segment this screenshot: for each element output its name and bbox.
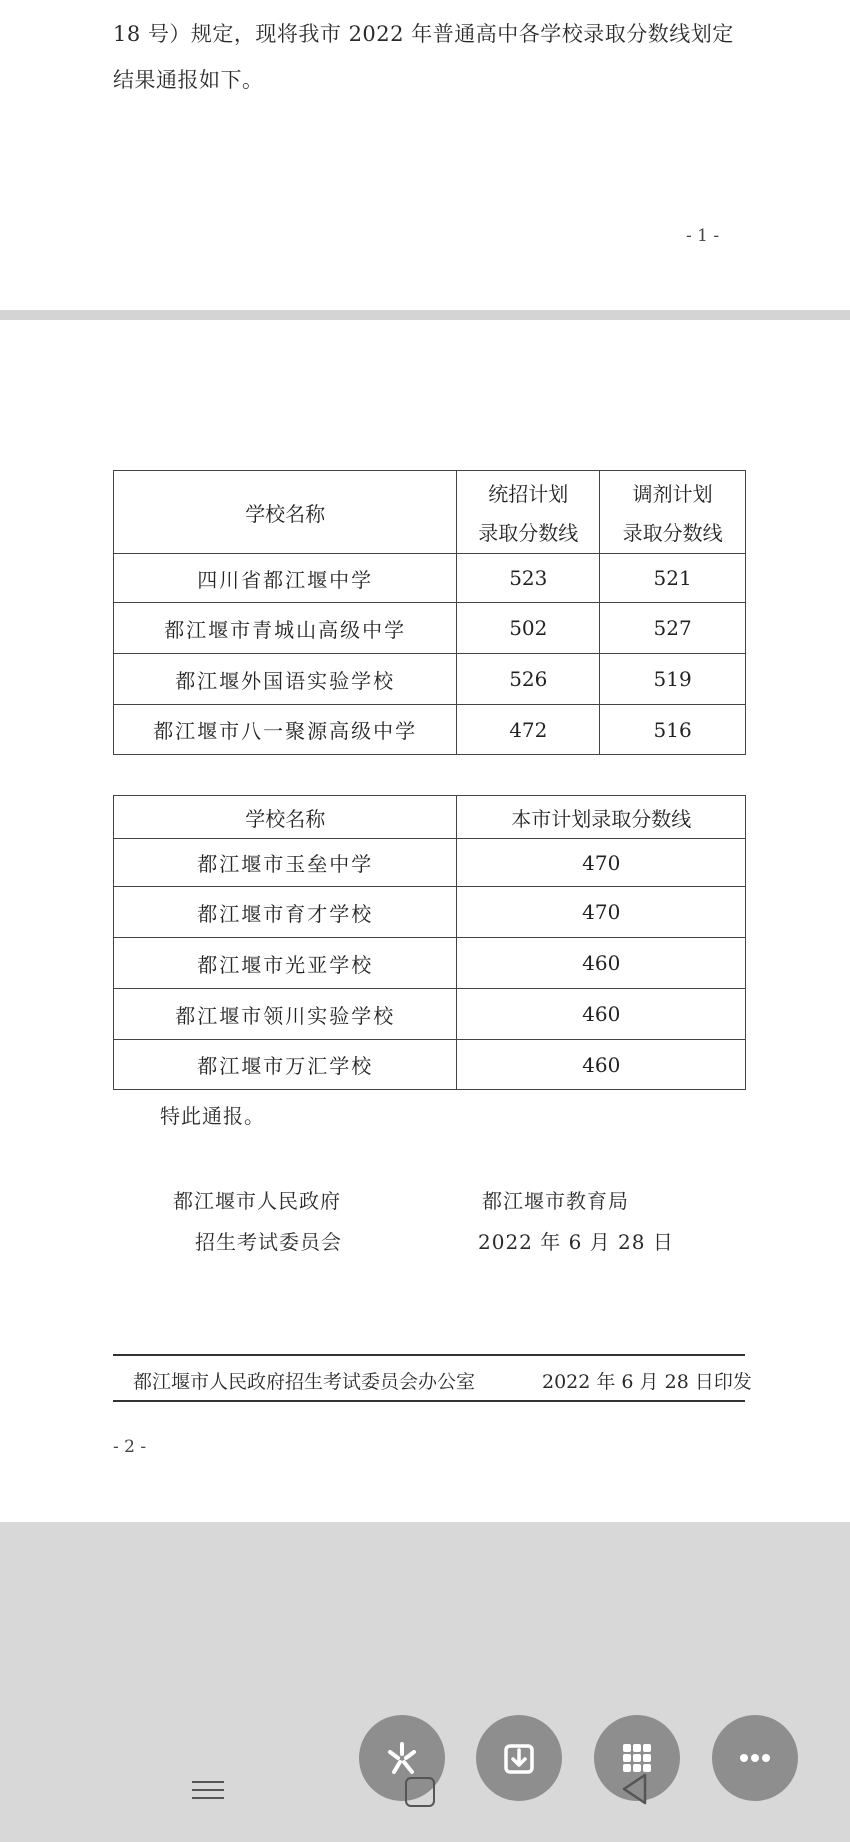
plan-a-score: 526 [457,654,600,705]
school-name: 都江堰市玉垒中学 [114,839,457,887]
plan-b-score: 519 [600,654,746,705]
clip-icon [382,1738,422,1778]
plan-b-score: 521 [600,554,746,603]
plan-a-score: 523 [457,554,600,603]
footer-issue-date: 2022 年 6 月 28 日印发 [542,1371,752,1393]
local-plan-score: 460 [457,989,746,1040]
home-icon[interactable] [405,1777,435,1807]
score-table-2 [113,795,746,1090]
table-row [114,938,746,989]
school-name: 都江堰市青城山高级中学 [114,603,457,654]
score-table-1 [113,470,746,755]
signature-right-line1: 都江堰市教育局 [482,1189,629,1213]
plan-a-score: 502 [457,603,600,654]
table-header-row [114,471,746,554]
local-plan-score: 470 [457,839,746,887]
local-plan-score: 460 [457,1040,746,1090]
school-name: 都江堰市光亚学校 [114,938,457,989]
signature-date: 2022 年 6 月 28 日 [478,1230,674,1254]
back-icon[interactable] [620,1772,648,1810]
page-separator [0,310,850,320]
table-row [114,654,746,705]
paragraph-line: 结果通报如下。 [113,68,264,92]
table-row [114,887,746,938]
download-icon [499,1738,539,1778]
page-number: - 1 - [686,226,720,246]
school-name: 都江堰外国语实验学校 [114,654,457,705]
table-row [114,839,746,887]
footer-rule-top [113,1354,745,1356]
header-plan-b-line2: 录取分数线 [622,521,723,545]
more-button[interactable] [712,1715,798,1801]
school-name: 都江堰市育才学校 [114,887,457,938]
school-name: 都江堰市万汇学校 [114,1040,457,1090]
page-number: - 2 - [113,1437,147,1457]
signature-left-line2: 招生考试委员会 [195,1230,342,1254]
table-row [114,603,746,654]
header-plan-b [600,471,746,554]
header-plan-a-line2: 录取分数线 [478,521,579,545]
footer-issuer: 都江堰市人民政府招生考试委员会办公室 [133,1371,476,1393]
school-name: 四川省都江堰中学 [114,554,457,603]
table-row [114,705,746,755]
document-page-1 [0,0,850,310]
header-local-plan: 本市计划录取分数线 [457,796,746,839]
table-row [114,989,746,1040]
table-header-row [114,796,746,839]
school-name: 都江堰市八一聚源高级中学 [114,705,457,755]
paragraph-line: 18 号）规定，现将我市 2022 年普通高中各学校录取分数线划定 [113,22,734,46]
header-plan-b-line1: 调剂计划 [632,482,713,506]
signature-left-line1: 都江堰市人民政府 [173,1189,341,1213]
more-icon [735,1738,775,1778]
header-plan-a [457,471,600,554]
table-row [114,554,746,603]
local-plan-score: 460 [457,938,746,989]
plan-b-score: 516 [600,705,746,755]
closing-text: 特此通报。 [160,1104,265,1128]
plan-a-score: 472 [457,705,600,755]
local-plan-score: 470 [457,887,746,938]
footer-rule-bottom [113,1400,745,1402]
header-school-name: 学校名称 [114,471,457,554]
plan-b-score: 527 [600,603,746,654]
table-row [114,1040,746,1090]
header-plan-a-line1: 统招计划 [488,482,569,506]
menu-icon[interactable] [192,1775,224,1805]
download-button[interactable] [476,1715,562,1801]
school-name: 都江堰市领川实验学校 [114,989,457,1040]
header-school-name: 学校名称 [114,796,457,839]
